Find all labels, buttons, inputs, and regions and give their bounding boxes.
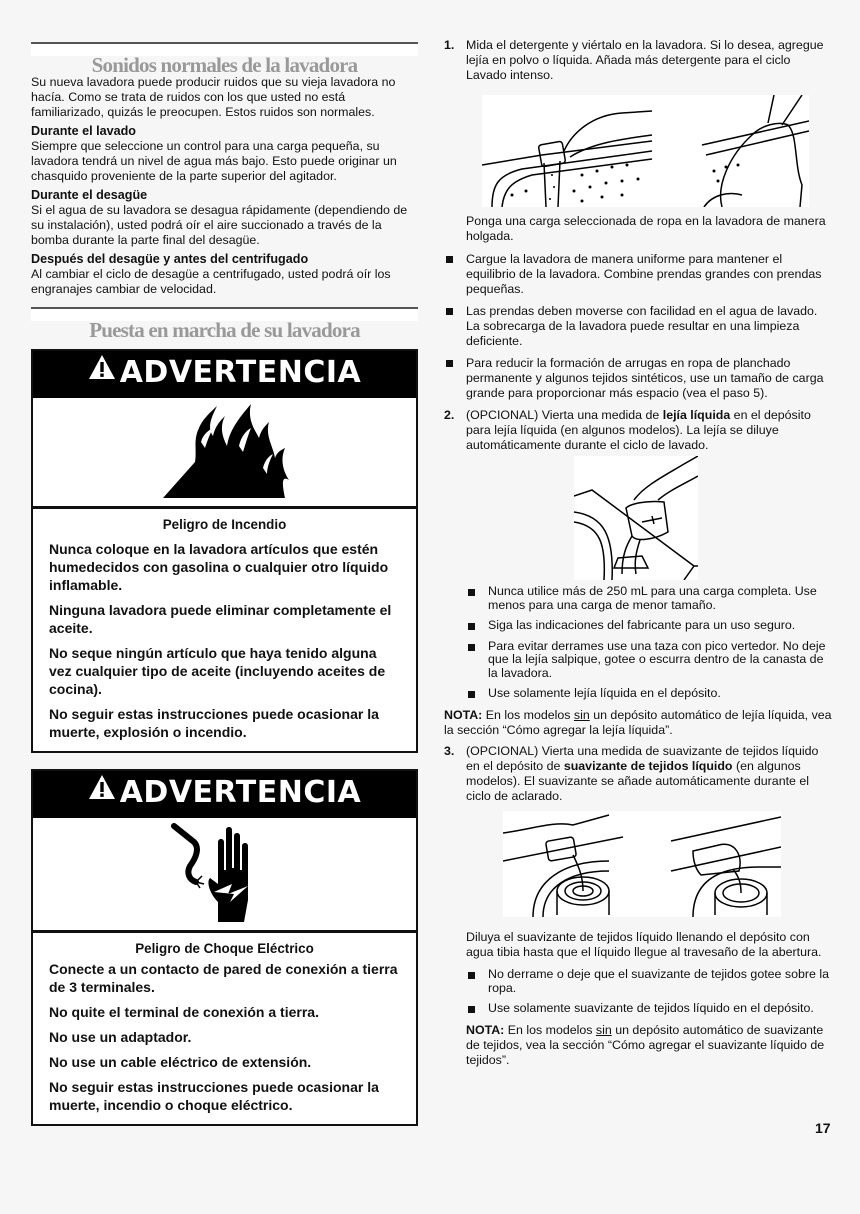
step-number: 2. bbox=[444, 408, 455, 422]
warning-line: Conecte a un contacto de pared de conexión a tierra de 3 terminales. bbox=[49, 961, 398, 995]
fire-hazard-icon bbox=[33, 398, 416, 509]
section-title-puesta: Puesta en marcha de su lavadora bbox=[89, 318, 360, 342]
step-3 bbox=[444, 744, 834, 804]
nota-text: un depósito automático de suavizante de tejidos, vea la sección “Cómo agregar el suavizante líquido de tejidos”. bbox=[466, 1022, 825, 1067]
text-desague: Si el agua de su lavadora se desagua rápidamente (dependiendo de su instalación), usted podrá oír el aire succionado a través de la bomba durante la parte final del desagüe. bbox=[31, 203, 408, 247]
page-number: 17 bbox=[815, 1120, 831, 1136]
warning-box-fire bbox=[31, 349, 418, 753]
warning-line: No seguir estas instrucciones puede ocasionar la muerte, explosión o incendio. bbox=[49, 706, 379, 740]
warning-line: No seque ningún artículo que haya tenido alguna vez cualquier tipo de aceite (incluyendo aceites de cocina). bbox=[49, 645, 386, 697]
bullet-item: Cargue la lavadora de manera uniforme para mantener el equilibrio de la lavadora. Combine prendas grandes con prendas pequeñas. bbox=[444, 252, 834, 297]
step-text-bold: lejía líquida bbox=[662, 408, 731, 422]
step-text: en el depósito para lejía líquida (en algunos modelos). La lejía se diluye automáticamente durante el ciclo de lavado. bbox=[466, 408, 811, 452]
bullet-item: Para evitar derrames use una taza con pico vertedor. No deje que la lejía salpique, gotee o escurra dentro de la canasta de la lavadora. bbox=[466, 640, 834, 681]
step-number: 3. bbox=[444, 743, 455, 758]
text-lavado: Siempre que seleccione un control para una carga pequeña, su lavadora tendrá un nivel de agua más bajo. Esto puede originar un chasquido proveniente de la parte superior del agitador. bbox=[31, 139, 397, 183]
warning-line: No seguir estas instrucciones puede ocasionar la muerte, incendio o choque eléctrico. bbox=[49, 1079, 379, 1113]
nota-bleach bbox=[444, 708, 834, 738]
step-text: Mida el detergente y viértalo en la lavadora. Si lo desea, agregue lejía en polvo o líquida. Añada más detergente para el ciclo Lavado intenso. bbox=[466, 38, 824, 82]
nota-text: En los modelos bbox=[482, 707, 574, 722]
warning-line: No use un cable eléctrico de extensión. bbox=[49, 1054, 312, 1070]
bullet-item: Use solamente suavizante de tejidos líquido en el depósito. bbox=[466, 1002, 834, 1016]
electric-shock-hazard-icon bbox=[33, 818, 416, 933]
bullet-item: Use solamente lejía líquida en el depósito. bbox=[466, 687, 834, 701]
warning-triangle-icon bbox=[88, 349, 116, 393]
nota-softener bbox=[444, 1023, 834, 1068]
subhead-lavado: Durante el lavado bbox=[31, 124, 136, 138]
nota-underline: sin bbox=[573, 707, 590, 722]
warning-caption: Peligro de Choque Eléctrico bbox=[135, 941, 314, 956]
nota-label: NOTA: bbox=[444, 707, 483, 722]
step-text: (OPCIONAL) Vierta una medida de suavizante de tejidos líquido en el depósito de bbox=[466, 743, 819, 773]
warning-line: Ninguna lavadora puede eliminar completamente el aceite. bbox=[49, 602, 392, 636]
left-column bbox=[31, 42, 418, 1126]
step3-after-text: Diluya el suavizante de tejidos líquido llenando el depósito con agua tibia hasta que el líquido llegue al travesaño de la abertura. bbox=[466, 930, 822, 959]
warning-line: No quite el terminal de conexión a tierra. bbox=[49, 1004, 319, 1020]
warning-line: Nunca coloque en la lavadora artículos que estén humedecidos con gasolina o cualquier otro líquido inflamable. bbox=[49, 541, 389, 593]
right-column bbox=[444, 38, 834, 89]
step-2 bbox=[444, 408, 834, 453]
step-text: (en algunos modelos). El suavizante se añade automáticamente durante el ciclo de aclarado. bbox=[466, 758, 810, 803]
subhead-desague: Durante el desagüe bbox=[31, 188, 148, 202]
step-1 bbox=[444, 38, 834, 83]
detergent-loading-illustration bbox=[482, 95, 809, 207]
warning-triangle-icon bbox=[88, 769, 116, 813]
text-centrifugado: Al cambiar el ciclo de desagüe a centrifugado, usted podrá oír los engranajes cambiar de velocidad. bbox=[31, 267, 391, 296]
step-text: (OPCIONAL) Vierta una medida de bbox=[466, 408, 663, 422]
step-number: 1. bbox=[444, 38, 455, 52]
bullet-item: Nunca utilice más de 250 mL para una carga completa. Use menos para una carga de menor tamaño. bbox=[466, 585, 834, 612]
bleach-pouring-illustration bbox=[574, 456, 698, 580]
nota-underline: sin bbox=[595, 1022, 612, 1037]
bullet-item: Para reducir la formación de arrugas en ropa de planchado permanente y algunos tejidos sintéticos, use un tamaño de carga grande para proporcionar más espacio (vea el paso 5). bbox=[444, 356, 834, 401]
nota-label: NOTA: bbox=[466, 1022, 505, 1037]
right-column-cont-1 bbox=[444, 214, 834, 459]
warning-caption: Peligro de Incendio bbox=[162, 517, 287, 532]
warning-header-label: ADVERTENCIA bbox=[119, 355, 362, 390]
step-text-bold: suavizante de tejidos líquido bbox=[563, 758, 733, 773]
bullet-item: Las prendas deben moverse con facilidad en el agua de lavado. La sobrecarga de la lavadora puede resultar en una limpieza deficiente. bbox=[444, 304, 834, 349]
nota-text: un depósito automático de lejía líquida, vea la sección “Cómo agregar la lejía líquida”. bbox=[444, 707, 832, 737]
right-column-cont-2 bbox=[444, 585, 834, 810]
nota-text: En los modelos bbox=[504, 1022, 596, 1037]
right-column-cont-3 bbox=[444, 930, 834, 1074]
warning-header bbox=[33, 771, 416, 818]
warning-line: No use un adaptador. bbox=[49, 1029, 192, 1045]
section-title-sonidos: Sonidos normales de la lavadora bbox=[91, 53, 358, 77]
bullet-item: No derrame o deje que el suavizante de tejidos gotee sobre la ropa. bbox=[466, 968, 834, 995]
bullet-item: Siga las indicaciones del fabricante para un uso seguro. bbox=[466, 619, 834, 633]
warning-header bbox=[33, 351, 416, 398]
warning-header-label: ADVERTENCIA bbox=[119, 775, 362, 810]
sonidos-intro: Su nueva lavadora puede producir ruidos que su vieja lavadora no hacía. Como se trata de ruidos con los que usted no está familiarizado, quizás le preocupen. Estos ruidos son normales. bbox=[31, 75, 396, 119]
softener-pouring-illustration bbox=[503, 811, 781, 917]
warning-box-electric bbox=[31, 769, 418, 1126]
subhead-centrifugado: Después del desagüe y antes del centrifugado bbox=[31, 252, 309, 266]
step1-after-text: Ponga una carga seleccionada de ropa en la lavadora de manera holgada. bbox=[466, 214, 826, 243]
